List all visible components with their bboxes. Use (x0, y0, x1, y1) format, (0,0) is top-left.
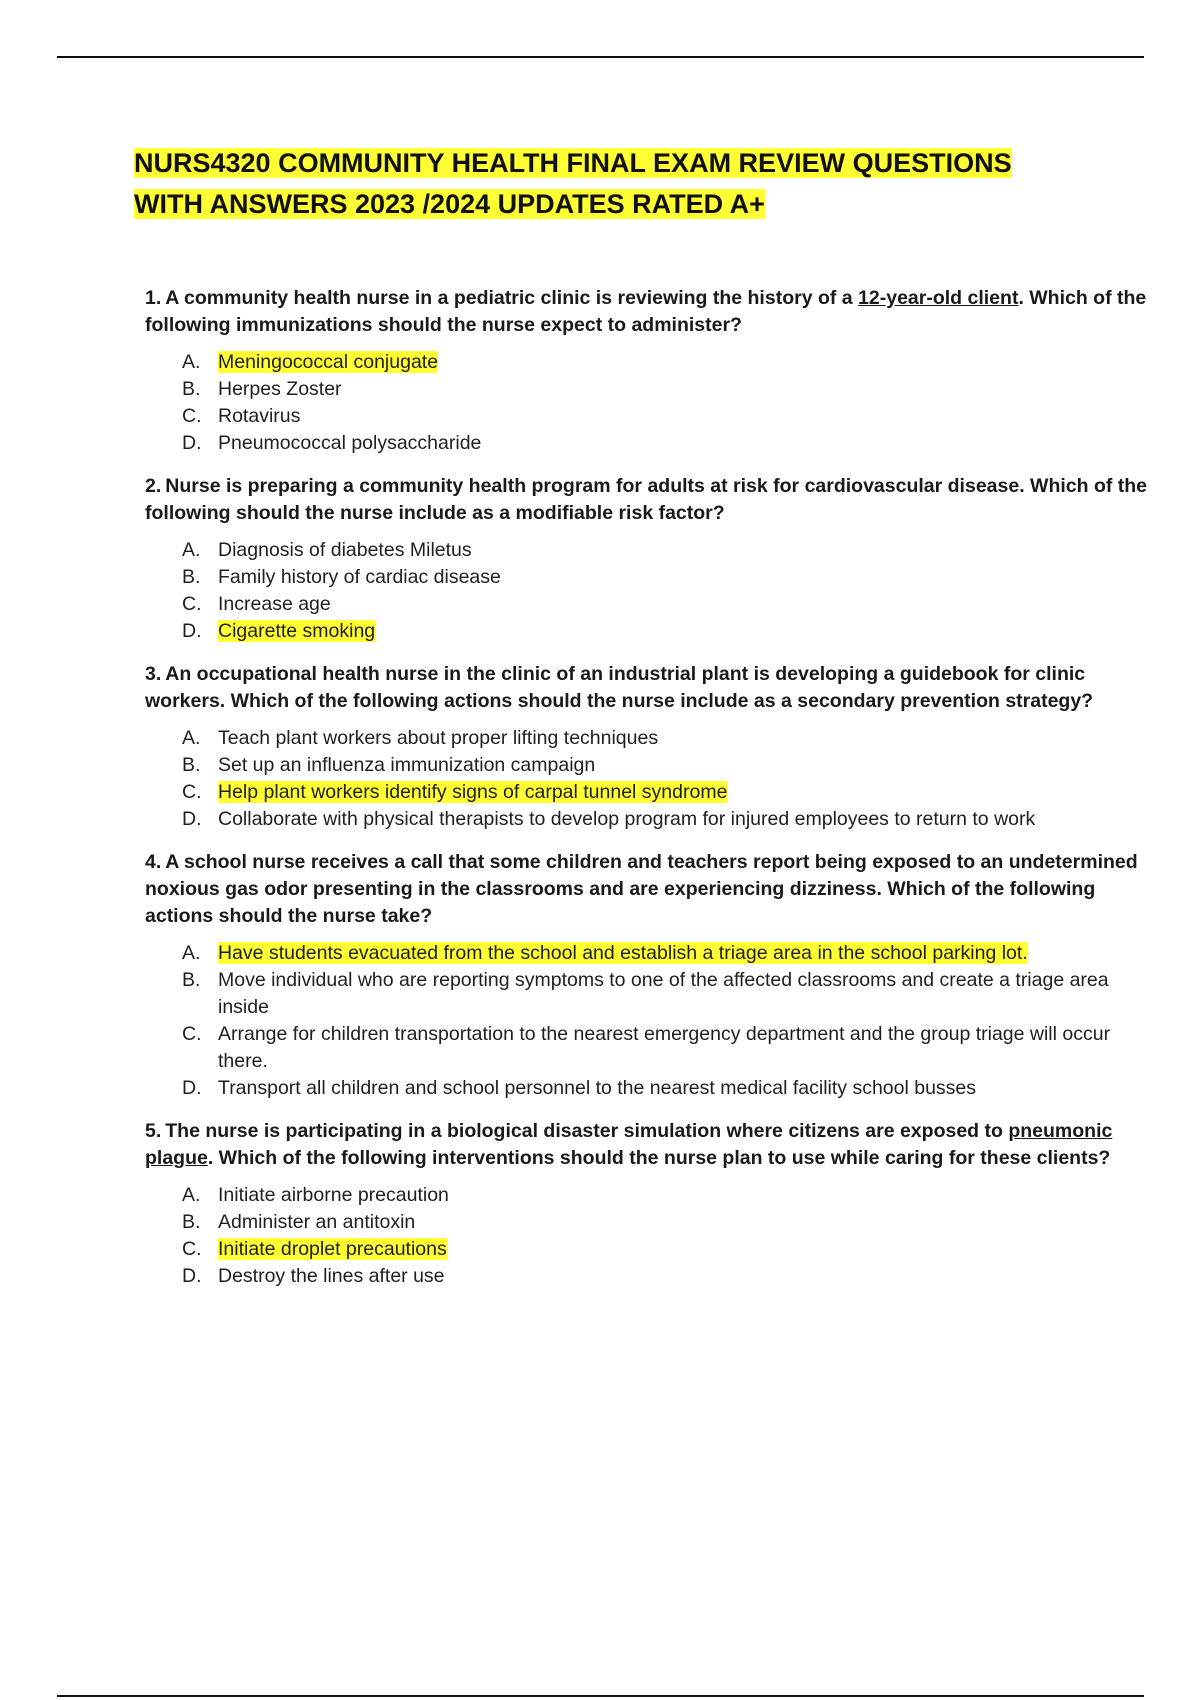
question-text: A community health nurse in a pediatric clinic is reviewing the history of a (165, 287, 859, 309)
answer-option (182, 967, 1155, 1021)
option-text: Transport all children and school personnel to the nearest medical facility school busses (218, 1077, 977, 1099)
question-1 (145, 285, 1155, 457)
answer-options (145, 725, 1155, 833)
option-letter: A. (182, 1184, 201, 1206)
answer-option (182, 806, 1155, 833)
header-rule (57, 56, 1144, 58)
question-4 (145, 849, 1155, 1102)
option-letter: B. (182, 566, 201, 588)
answer-option (182, 376, 1155, 403)
option-text: Move individual who are reporting symptoms to one of the affected classrooms and create a triage area inside (218, 969, 1109, 1018)
option-letter: A. (182, 539, 201, 561)
question-number: 5. (145, 1120, 162, 1142)
question-text: The nurse is participating in a biological disaster simulation where citizens are exposed to (165, 1120, 1009, 1142)
question-text: An occupational health nurse in the clinic of an industrial plant is developing a guidebook for clinic workers. Which of the following actions should the nurse include as a secondary prevention strategy? (145, 663, 1094, 712)
question-text: Nurse is preparing a community health program for adults at risk for cardiovascular disease. Which of the following should the nurse include as a modifiable risk factor? (145, 475, 1148, 524)
option-letter: C. (182, 1238, 202, 1260)
option-text: Rotavirus (218, 405, 301, 427)
option-letter: A. (182, 727, 201, 749)
option-letter: C. (182, 1023, 202, 1045)
option-letter: B. (182, 378, 201, 400)
answer-option (182, 1236, 1155, 1263)
option-text: Set up an influenza immunization campaign (218, 754, 596, 776)
option-text: Initiate airborne precaution (218, 1184, 449, 1206)
answer-option (182, 1209, 1155, 1236)
title-line-2: WITH ANSWERS 2023 /2024 UPDATES RATED A+ (134, 189, 765, 219)
option-text: Teach plant workers about proper lifting techniques (218, 727, 659, 749)
correct-answer-text: Have students evacuated from the school and establish a triage area in the school parking lot. (218, 942, 1028, 964)
option-letter: B. (182, 1211, 201, 1233)
question-number: 2. (145, 475, 162, 497)
option-text: Collaborate with physical therapists to develop program for injured employees to return to work (218, 808, 1036, 830)
answer-option (182, 403, 1155, 430)
option-letter: A. (182, 942, 201, 964)
question-1-stem (145, 285, 1155, 339)
correct-answer-text: Meningococcal conjugate (218, 351, 439, 373)
underlined-term: pneumonic plague (145, 1120, 1113, 1169)
answer-option (182, 349, 1155, 376)
option-letter: C. (182, 405, 202, 427)
question-list (145, 285, 1155, 1306)
option-text: Herpes Zoster (218, 378, 342, 400)
question-4-stem (145, 849, 1155, 930)
question-3-stem (145, 661, 1155, 715)
option-letter: B. (182, 754, 201, 776)
option-letter: D. (182, 1077, 202, 1099)
answer-options (145, 349, 1155, 457)
answer-option (182, 618, 1155, 645)
answer-option (182, 1263, 1155, 1290)
answer-option (182, 1182, 1155, 1209)
answer-option (182, 591, 1155, 618)
question-2-stem (145, 473, 1155, 527)
option-letter: D. (182, 620, 202, 642)
answer-option (182, 940, 1155, 967)
option-letter: B. (182, 969, 201, 991)
option-text: Arrange for children transportation to the nearest emergency department and the group triage will occur there. (218, 1023, 1111, 1072)
answer-options (145, 537, 1155, 645)
question-5 (145, 1118, 1155, 1290)
option-letter: D. (182, 808, 202, 830)
option-letter: C. (182, 781, 202, 803)
correct-answer-text: Initiate droplet precautions (218, 1238, 447, 1260)
question-number: 1. (145, 287, 162, 309)
option-letter: C. (182, 593, 202, 615)
answer-option (182, 537, 1155, 564)
answer-option (182, 1075, 1155, 1102)
answer-options (145, 940, 1155, 1102)
correct-answer-text: Cigarette smoking (218, 620, 376, 642)
answer-option (182, 752, 1155, 779)
option-letter: A. (182, 351, 201, 373)
option-letter: D. (182, 432, 202, 454)
option-text: Diagnosis of diabetes Miletus (218, 539, 472, 561)
question-number: 4. (145, 851, 162, 873)
answer-options (145, 1182, 1155, 1290)
correct-answer-text: Help plant workers identify signs of carpal tunnel syndrome (218, 781, 728, 803)
footer-rule (57, 1695, 1144, 1697)
answer-option (182, 725, 1155, 752)
option-letter: D. (182, 1265, 202, 1287)
question-number: 3. (145, 663, 162, 685)
answer-option (182, 430, 1155, 457)
option-text: Increase age (218, 593, 331, 615)
question-text: A school nurse receives a call that some children and teachers report being exposed to an undetermined noxious gas odor presenting in the classrooms and are experiencing dizziness. Which of the following actions should the nurse take? (145, 851, 1138, 927)
document-title (134, 143, 1134, 225)
title-line-1: NURS4320 COMMUNITY HEALTH FINAL EXAM REVIEW QUESTIONS (134, 148, 1012, 178)
answer-option (182, 1021, 1155, 1075)
question-text-cont: . Which of the following interventions should the nurse plan to use while caring for these clients? (207, 1147, 1111, 1169)
option-text: Family history of cardiac disease (218, 566, 501, 588)
question-5-stem (145, 1118, 1155, 1172)
answer-option (182, 779, 1155, 806)
question-3 (145, 661, 1155, 833)
underlined-term: 12-year-old client (858, 287, 1019, 309)
option-text: Administer an antitoxin (218, 1211, 416, 1233)
answer-option (182, 564, 1155, 591)
question-text-cont: . Which of the following immunizations should the nurse expect to administer? (145, 287, 1147, 336)
option-text: Destroy the lines after use (218, 1265, 445, 1287)
question-2 (145, 473, 1155, 645)
option-text: Pneumococcal polysaccharide (218, 432, 482, 454)
